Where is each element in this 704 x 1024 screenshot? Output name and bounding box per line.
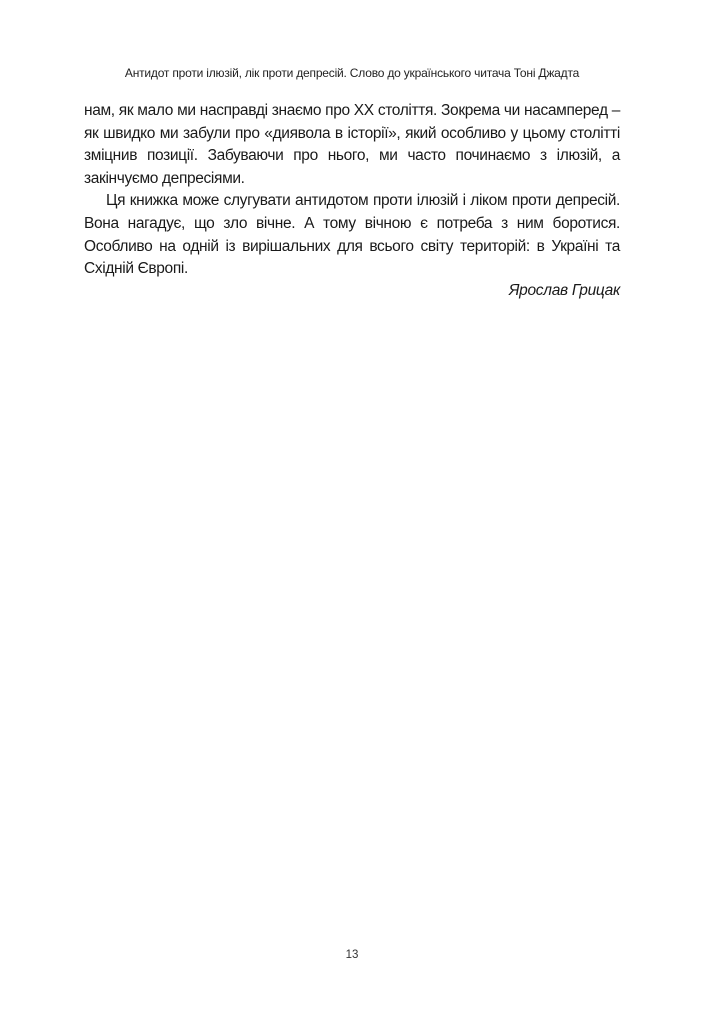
running-header: Антидот проти ілюзій, лік проти депресій. Слово до українського читача Тоні Джадта [124, 66, 580, 80]
page-number: 13 [345, 949, 359, 961]
author-signature: Ярослав Грицак [508, 282, 620, 299]
body-text [84, 100, 620, 281]
paragraph-continuation: нам, як мало ми насправді знаємо про XX століття. Зокрема чи насамперед – як швидко ми забули про «диявола в історії», який особливо у цьому столітті зміцнив позиції. Забуваючи про нього, ми часто починаємо з ілюзій, а закінчуємо депресіями. [84, 102, 620, 187]
paragraph-conclusion: Ця книжка може слугувати антидотом проти ілюзій і ліком проти депресій. Вона нагадує, що зло вічне. А тому вічною є потреба з ним боротися. Особливо на одній із вирішальних для всього світу територій: в Україні та Східній Європі. [84, 192, 620, 278]
